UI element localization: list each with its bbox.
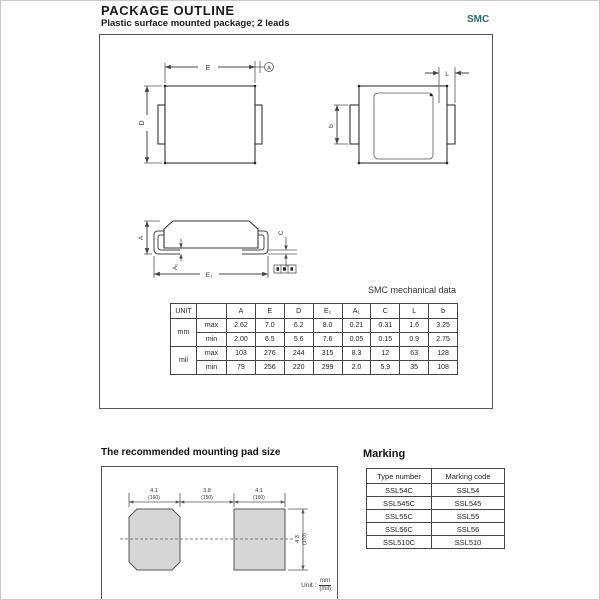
dim-left-pad-mil: (160) [148,495,160,501]
dim-pad-height-mil: (170) [302,533,308,545]
right-pad [234,509,285,570]
marking-code-header: Marking code [432,469,505,484]
col-header: L [400,304,429,319]
limit-cell: min [197,333,227,347]
mech-header-row [171,304,458,319]
value-cell: 0.21 [342,319,371,333]
col-header: A [227,304,256,319]
top-view [139,61,274,164]
limit-cell: min [197,361,227,375]
table-row [171,361,458,375]
value-cell: 2.62 [227,319,256,333]
value-cell: 2.75 [429,333,458,347]
table-row [367,497,505,510]
type-number-cell: SSL545C [367,497,432,510]
value-cell: 299 [313,361,342,375]
value-cell: 2.00 [227,333,256,347]
polarity-mark [430,94,433,97]
value-cell: 0.15 [371,333,400,347]
value-cell: 2.0 [342,361,371,375]
tolerance-frame [274,265,296,273]
col-header: E [255,304,284,319]
unit-cell: mil [171,347,197,375]
dim-gap-mil: (150) [201,495,213,501]
value-cell: 108 [429,361,458,375]
table-row [171,347,458,361]
marking-table [366,468,505,549]
package-code-label: SMC [467,14,490,25]
value-cell: 79 [227,361,256,375]
value-cell: 3.25 [429,319,458,333]
marking-code-cell: SSL545 [432,497,505,510]
value-cell: 5.9 [371,361,400,375]
left-pad [129,509,180,570]
value-cell: 220 [284,361,313,375]
type-number-header: Type number [367,469,432,484]
dim-label-L: L [445,71,449,78]
marking-title: Marking [363,448,406,460]
dim-label-E: E [205,65,211,72]
limit-header [197,304,227,319]
value-cell: 35 [400,361,429,375]
value-cell: 0.31 [371,319,400,333]
side-view-body [164,221,258,248]
dim-right-pad-mil: (160) [253,495,265,501]
unit-header: UNIT [171,304,197,319]
value-cell: 63 [400,347,429,361]
page-title: PACKAGE OUTLINE [101,3,235,18]
dim-label-D: D [139,120,146,126]
bottom-view-left-lead [350,105,359,144]
dim-gap-mm: 3.8 [203,488,211,494]
marking-code-cell: SSL56 [432,523,505,536]
mounting-pad-box [101,466,338,600]
value-cell: 8.0 [313,319,342,333]
marking-code-cell: SSL54 [432,484,505,497]
dim-right-pad-mm: 4.1 [255,488,263,494]
value-cell: 0.9 [400,333,429,347]
dim-label-A-height: A [138,235,145,241]
bottom-view-body [359,86,447,163]
unit-mm: mm [320,578,331,584]
marking-header-row [367,469,505,484]
top-view-left-lead [158,105,165,144]
outline-drawing-box [99,34,493,409]
col-header: A₁ [342,304,371,319]
unit-mil: (mil) [319,586,331,592]
type-number-cell: SSL55C [367,510,432,523]
value-cell: 244 [284,347,313,361]
limit-cell: max [197,319,227,333]
marking-code-cell: SSL510 [432,536,505,549]
marking-code-cell: SSL55 [432,510,505,523]
value-cell: 128 [429,347,458,361]
table-row [367,484,505,497]
mechanical-data-table [170,303,458,375]
value-cell: 6.5 [255,333,284,347]
value-cell: 315 [313,347,342,361]
value-cell: 103 [227,347,256,361]
value-cell: 7.0 [255,319,284,333]
value-cell: 256 [255,361,284,375]
mech-data-caption: SMC mechanical data [367,285,456,295]
table-row [171,333,458,347]
unit-prefix: Unit : [301,582,317,589]
value-cell: 6.2 [284,319,313,333]
value-cell: 276 [255,347,284,361]
value-cell: 5.6 [284,333,313,347]
table-row [367,536,505,549]
type-number-cell: SSL54C [367,484,432,497]
dim-label-E1: E₁ [205,272,213,279]
type-number-cell: SSL510C [367,536,432,549]
unit-fraction [319,578,331,593]
limit-cell: max [197,347,227,361]
dim-label-A1: A₁ [173,263,179,271]
datum-label-A: A [267,65,271,72]
type-number-cell: SSL56C [367,523,432,536]
dim-pad-height-mm: 4.3 [295,535,301,543]
table-row [171,319,458,333]
dim-label-b: b [328,124,335,128]
unit-label [301,578,331,593]
page-subtitle: Plastic surface mounted package; 2 leads [101,18,290,29]
col-header: C [371,304,400,319]
value-cell: 7.6 [313,333,342,347]
side-view [138,221,297,279]
value-cell: 0.05 [342,333,371,347]
value-cell: 8.3 [342,347,371,361]
top-view-right-lead [255,105,262,144]
unit-cell: mm [171,319,197,347]
pad-section-title: The recommended mounting pad size [101,447,281,458]
dim-label-C: C [279,230,285,236]
col-header: D [284,304,313,319]
bottom-view [328,67,469,164]
table-row [367,523,505,536]
table-row [367,510,505,523]
col-header: E₁ [313,304,342,319]
col-header: b [429,304,458,319]
top-view-body [165,86,255,163]
value-cell: 1.6 [400,319,429,333]
value-cell: 12 [371,347,400,361]
dim-left-pad-mm: 4.1 [150,488,158,494]
